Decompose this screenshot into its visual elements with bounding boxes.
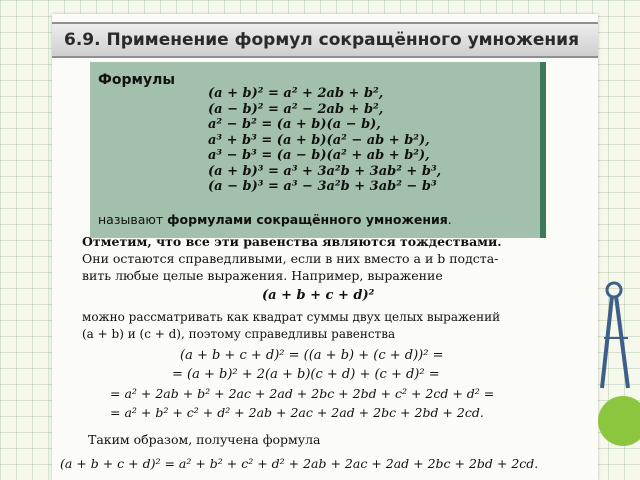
formulas-label: Формулы (98, 72, 176, 88)
formula-item: a³ + b³ = (a + b)(a² − ab + b²), (208, 132, 430, 148)
equation-line-1: (a + b + c + d)² = ((a + b) + (c + d))² = (180, 348, 444, 363)
equation-line-2: = (a + b)² + 2(a + b)(c + d) + (c + d)² = (172, 367, 440, 382)
formula-item: (a − b)² = a² − 2ab + b², (208, 101, 384, 117)
paragraph-conclusion: Таким образом, получена формула (88, 432, 321, 447)
formula-item: (a + b)³ = a³ + 3a²b + 3ab² + b³, (208, 163, 442, 179)
paragraph-substitution-line1: Они остаются справедливыми, если в них вместо a и b подста- (82, 251, 499, 266)
formulas-footer (98, 212, 452, 227)
green-circle-decoration (598, 396, 640, 446)
final-formula: (a + b + c + d)² = a² + b² + c² + d² + 2ab + 2ac + 2ad + 2bc + 2bd + 2cd. (60, 456, 539, 471)
textbook-page (52, 14, 598, 480)
paragraph-identities: Отметим, что все эти равенства являются тождествами. (82, 234, 502, 249)
paragraph-square-sum-line1: можно рассматривать как квадрат суммы двух целых выражений (82, 310, 501, 324)
formula-item: a³ − b³ = (a − b)(a² + ab + b²), (208, 148, 430, 163)
footer-term: формулами сокращённого умножения (167, 212, 448, 227)
paragraph-square-sum-line2: (a + b) и (c + d), поэтому справедливы равенства (82, 327, 396, 341)
formula-list (208, 86, 441, 195)
footer-prefix: называют (98, 212, 168, 227)
formula-item: a² − b² = (a + b)(a − b), (208, 117, 381, 132)
formulas-box (90, 62, 546, 238)
section-title: 6.9. Применение формул сокращённого умножения (52, 22, 598, 58)
paragraph-substitution-line2: вить любые целые выражения. Например, выражение (82, 268, 443, 283)
formula-item: (a − b)³ = a³ − 3a²b + 3ab² − b³ (208, 179, 437, 194)
compass-icon (596, 276, 636, 396)
footer-end: . (447, 212, 452, 227)
example-expression: (a + b + c + d)² (262, 288, 375, 303)
equation-line-4: = a² + b² + c² + d² + 2ab + 2ac + 2ad + 2bc + 2bd + 2cd. (110, 405, 484, 420)
formula-item: (a + b)² = a² + 2ab + b², (208, 86, 384, 101)
equation-line-3: = a² + 2ab + b² + 2ac + 2ad + 2bc + 2bd + c² + 2cd + d² = (110, 386, 495, 401)
